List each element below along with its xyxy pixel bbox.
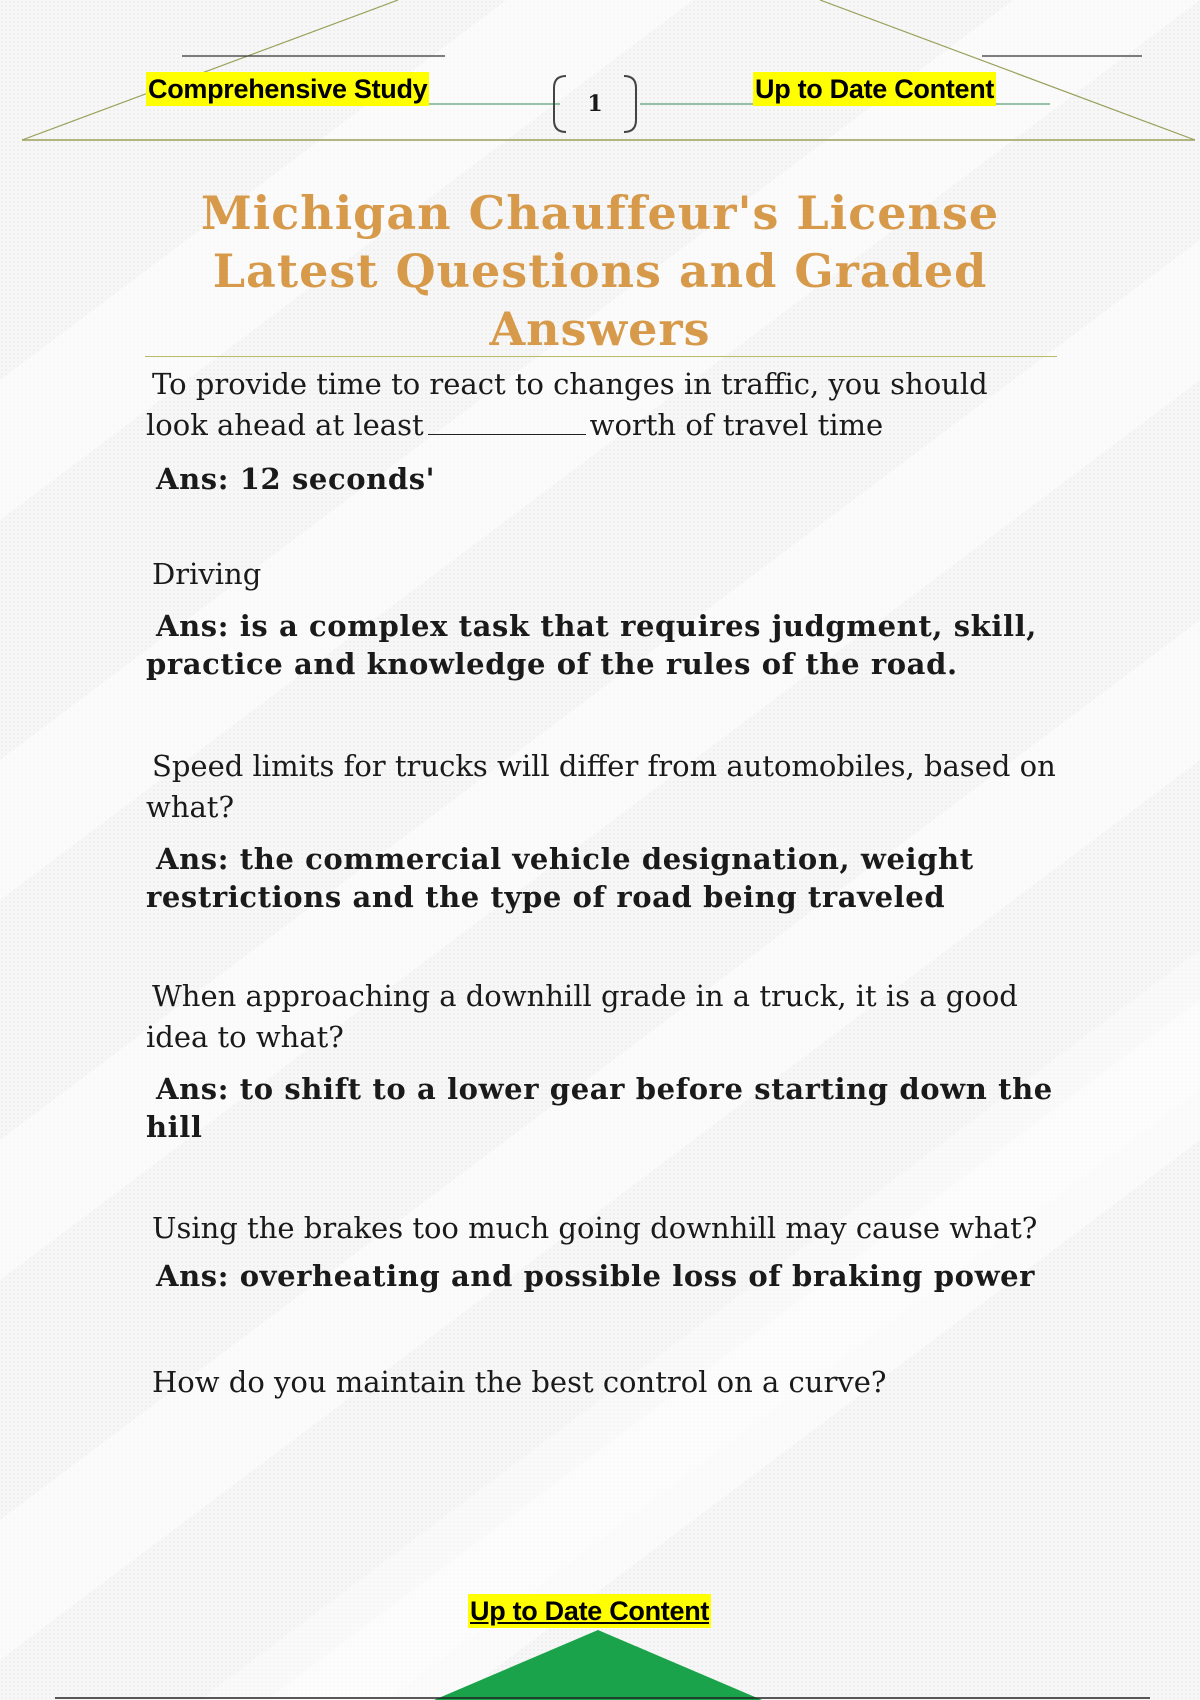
page-number: 1 — [587, 91, 603, 117]
question-text: Using the brakes too much going downhill may cause what? — [152, 1211, 1038, 1245]
footer-decoration — [0, 1620, 1200, 1700]
answer-text: Ans: to shift to a lower gear before starting down the hill — [146, 1072, 1053, 1144]
question-text: How do you maintain the best control on a curve? — [152, 1365, 887, 1399]
header-left-label: Comprehensive Study — [148, 74, 428, 104]
question-text — [146, 364, 1056, 446]
header-right-label: Up to Date Content — [755, 74, 995, 104]
document-title: Michigan Chauffeur's License Latest Questions and Graded Answers — [200, 186, 1000, 356]
answer-text: Ans: is a complex task that requires judgment, skill, practice and knowledge of the rules of the road. — [146, 609, 1037, 681]
qa-item-4 — [146, 976, 1056, 1146]
answer-text: Ans: overheating and possible loss of braking power — [156, 1259, 1036, 1293]
qa-item-5 — [146, 1208, 1056, 1295]
question-text: Driving — [152, 557, 262, 591]
answer-text: Ans: the commercial vehicle designation, weight restrictions and the type of road being traveled — [146, 842, 974, 914]
answer-text: Ans: 12 seconds' — [156, 462, 436, 496]
qa-item-1 — [146, 364, 1056, 498]
footer-label: Up to Date Content — [470, 1596, 710, 1626]
fill-in-blank — [428, 408, 586, 435]
question-text: When approaching a downhill grade in a truck, it is a good idea to what? — [146, 979, 1018, 1054]
question-text: Speed limits for trucks will differ from automobiles, based on what? — [146, 749, 1056, 824]
question-text-after-blank: worth of travel time — [589, 408, 884, 442]
qa-item-2 — [146, 554, 1056, 683]
qa-item-6 — [146, 1362, 1056, 1403]
qa-item-3 — [146, 746, 1056, 916]
question-text-before-blank: To provide time to react to changes in traffic, you should look ahead at least — [146, 367, 988, 442]
title-divider — [145, 356, 1057, 357]
